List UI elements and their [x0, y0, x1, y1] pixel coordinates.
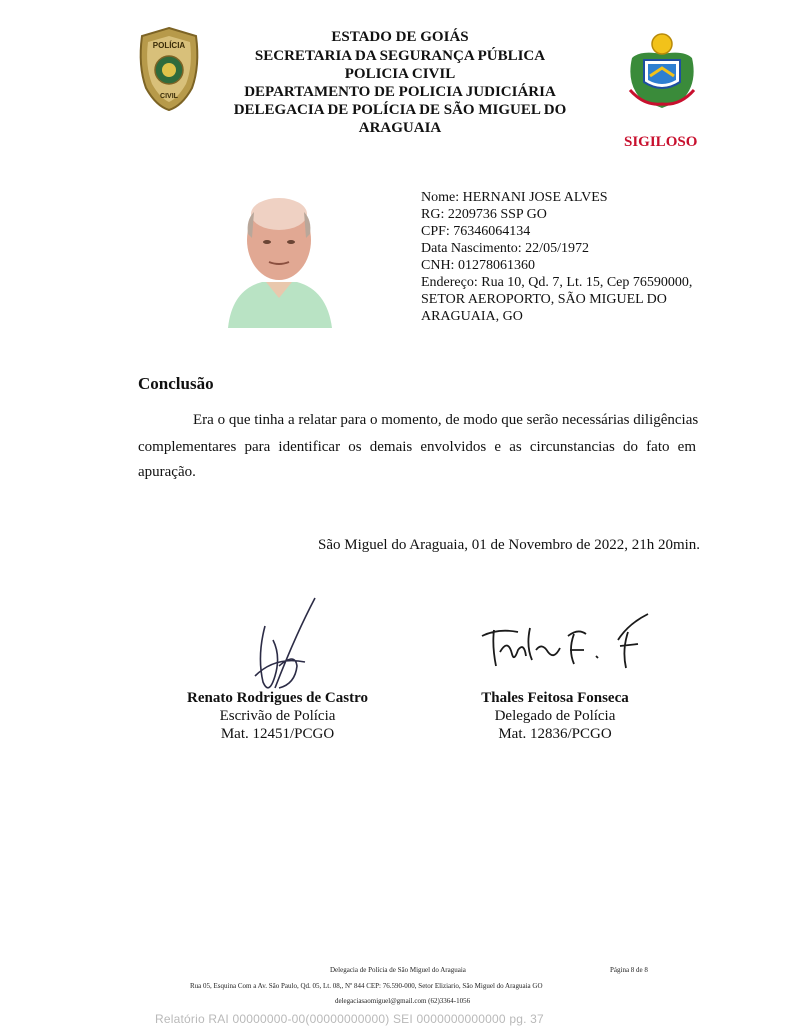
header-department: DEPARTAMENTO DE POLICIA JUDICIÁRIA — [244, 84, 556, 100]
person-birthdate: Data Nascimento: 22/05/1972 — [421, 241, 589, 256]
classification-label: SIGILOSO — [624, 134, 698, 150]
header-delegacia-cont: ARAGUAIA — [358, 120, 442, 136]
signature-block-scribe — [175, 689, 380, 743]
person-photo — [222, 190, 337, 328]
signature-scribble-thales — [478, 606, 658, 676]
badge-text-top: POLÍCIA — [152, 41, 186, 50]
header-state: ESTADO DE GOIÁS — [331, 29, 469, 45]
person-cpf: CPF: 76346064134 — [421, 224, 531, 239]
header-police: POLICIA CIVIL — [344, 66, 456, 82]
person-address-2: SETOR AEROPORTO, SÃO MIGUEL DO — [421, 292, 667, 307]
header-delegacia: DELEGACIA DE POLÍCIA DE SÃO MIGUEL DO — [233, 102, 567, 118]
state-coat-of-arms-logo — [624, 24, 700, 112]
delegate-role: Delegado de Polícia — [494, 708, 616, 724]
scribe-name: Renato Rodrigues de Castro — [187, 690, 368, 706]
conclusion-paragraph-line-2: complementares para identificar os demais envolvidos e as circunstancias do fato em — [138, 439, 696, 455]
document-stamp: Relatório RAI 00000000-00(00000000000) SEI 0000000000000 pg. 37 — [155, 1012, 544, 1026]
person-rg: RG: 2209736 SSP GO — [421, 207, 547, 222]
header-secretariat: SECRETARIA DA SEGURANÇA PÚBLICA — [254, 48, 546, 64]
person-address-3: ARAGUAIA, GO — [421, 309, 523, 324]
scribe-role: Escrivão de Polícia — [219, 708, 336, 724]
place-date: São Miguel do Araguaia, 01 de Novembro de 2022, 21h 20min. — [318, 537, 701, 553]
conclusion-paragraph-line-1: Era o que tinha a relatar para o momento, de modo que serão necessárias diligências — [193, 412, 699, 428]
person-address: Endereço: Rua 10, Qd. 7, Lt. 15, Cep 76590000, — [421, 275, 693, 290]
police-badge-logo — [136, 26, 202, 112]
badge-text-bottom: CIVIL — [160, 93, 178, 100]
footer-office: Delegacia de Polícia de São Miguel do Araguaia — [330, 966, 466, 974]
footer-address: Rua 05, Esquina Com a Av. São Paulo, Qd. 05, Lt. 08,, Nº 844 CEP: 76.590-000, Setor Eliziario, São Miguel do Araguaia GO — [190, 982, 543, 990]
footer-contact: delegaciasaomiguel@gmail.com (62)3364-1056 — [335, 997, 471, 1005]
scribe-mat: Mat. 12451/PCGO — [220, 726, 335, 742]
signature-block-delegate — [460, 689, 650, 743]
delegate-mat: Mat. 12836/PCGO — [498, 726, 612, 742]
footer-page-number: Página 8 de 8 — [610, 966, 648, 974]
delegate-name: Thales Feitosa Fonseca — [481, 690, 629, 706]
conclusion-heading: Conclusão — [138, 374, 214, 393]
person-cnh: CNH: 01278061360 — [421, 258, 535, 273]
person-name: Nome: HERNANI JOSE ALVES — [421, 190, 608, 205]
conclusion-paragraph-line-3: apuração. — [138, 464, 196, 480]
